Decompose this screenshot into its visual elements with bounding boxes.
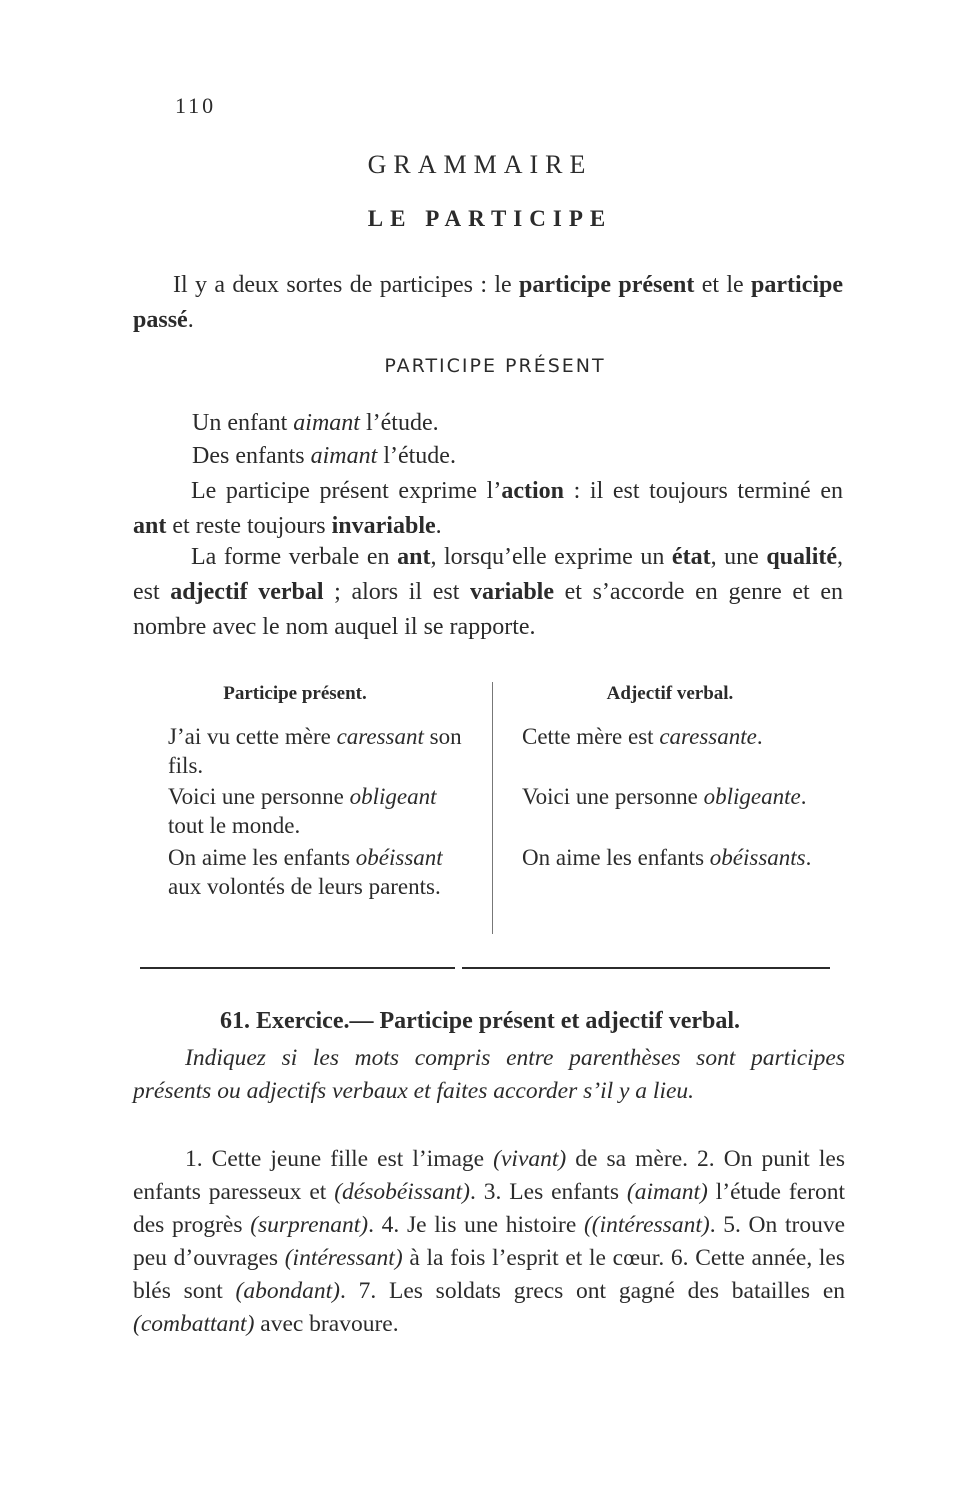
bold-term: ant: [133, 513, 167, 539]
subsection-heading: PARTICIPE PRÉSENT: [384, 355, 606, 377]
exercise-body: [133, 1143, 845, 1341]
text: 5. On trouve peu d’ouvrages: [133, 1212, 845, 1271]
text: son fils.: [168, 724, 462, 778]
text: 6. Cette année, les blés sont: [133, 1245, 845, 1304]
text: J’ai vu cette mère: [168, 724, 337, 749]
text: ; alors il est: [323, 579, 471, 605]
bold-term: action: [501, 478, 564, 504]
italic-word: (surprenant): [250, 1212, 369, 1238]
column-header-right: Adjectif verbal.: [606, 683, 734, 704]
exercise-heading: 61. Exercice.— Participe présent et adjectif verbal.: [219, 1008, 741, 1034]
text: La forme verbale en: [191, 544, 398, 570]
text: .: [800, 784, 807, 809]
italic-word: aimant: [310, 443, 378, 469]
text: .: [368, 1212, 374, 1238]
bold-term: participe passé: [133, 272, 844, 333]
italic-word: (vivant): [493, 1146, 567, 1172]
text: .: [805, 845, 812, 870]
column-divider: [492, 682, 493, 934]
text: Cette mère est: [522, 724, 660, 749]
italic-word: (désobéissant): [334, 1179, 470, 1205]
text: tout le monde.: [168, 813, 301, 838]
text: l’étude.: [377, 443, 456, 469]
italic-word: ((intéressant): [583, 1212, 710, 1238]
text: On aime les enfants: [168, 845, 356, 870]
text: Voici une personne: [522, 784, 704, 809]
text: .: [187, 307, 194, 333]
bold-term: qualité: [766, 544, 838, 570]
italic-word: obéissant: [355, 845, 443, 870]
bold-term: état: [671, 544, 711, 570]
text: à la fois l’esprit et le cœur.: [402, 1245, 665, 1271]
intro-paragraph: [133, 268, 843, 338]
column-header-left: Participe présent.: [223, 683, 367, 704]
text: et s’accorde en genre et en nombre avec le nom auquel il se rapporte.: [133, 579, 843, 640]
italic-word: (abondant): [235, 1278, 340, 1304]
bold-term: variable: [470, 579, 555, 605]
section-title: LE PARTICIPE: [367, 206, 613, 231]
table-cell: [168, 722, 468, 780]
bold-term: participe présent: [519, 272, 695, 298]
text: On aime les enfants: [522, 845, 710, 870]
text: .: [339, 1278, 346, 1304]
text: l’étude.: [359, 410, 439, 436]
text: de sa mère.: [566, 1146, 688, 1172]
italic-word: (combattant): [133, 1311, 255, 1337]
text: Voici une personne: [168, 784, 350, 809]
page-title: GRAMMAIRE: [367, 150, 593, 179]
text: aux volontés de leurs parents.: [168, 874, 441, 899]
text: l’étude feront des progrès: [133, 1179, 845, 1238]
text: Il y a deux sortes de participes : le: [173, 272, 520, 298]
italic-word: caressante: [659, 724, 757, 749]
text: .: [469, 1179, 476, 1205]
italic-word: obéissants: [709, 845, 806, 870]
text: , est: [133, 544, 844, 605]
italic-word: caressant: [336, 724, 424, 749]
example-line: [192, 407, 439, 440]
table-cell: [168, 843, 468, 901]
bold-term: adjectif verbal: [170, 579, 324, 605]
text: .: [435, 513, 442, 539]
separator-rule: [462, 967, 830, 969]
text: .: [756, 724, 763, 749]
text: 2. On punit les enfants paresseux et: [133, 1146, 845, 1205]
italic-word: (aimant): [626, 1179, 708, 1205]
text: Le participe présent exprime l’: [191, 478, 502, 504]
rule-paragraph: [133, 540, 843, 645]
text: 3. Les enfants: [475, 1179, 627, 1205]
table-cell: [522, 843, 842, 872]
text: 7. Les soldats grecs ont gagné des batailles en: [345, 1278, 845, 1304]
text: et le: [694, 272, 752, 298]
separator-rule: [140, 967, 455, 969]
text: , lorsqu’elle exprime un: [430, 544, 672, 570]
table-cell: [522, 722, 852, 751]
table-cell: [522, 782, 842, 811]
text: 4. Je lis une histoire: [374, 1212, 584, 1238]
text: et reste toujours: [166, 513, 332, 539]
rule-paragraph: [133, 474, 843, 544]
italic-word: aimant: [293, 410, 360, 436]
table-cell: [168, 782, 468, 840]
page-number: 110: [175, 93, 217, 118]
text: avec bravoure.: [254, 1311, 399, 1337]
text: : il est toujours terminé en: [564, 478, 843, 504]
text: 1. Cette jeune fille est l’image: [185, 1146, 494, 1172]
bold-term: ant: [397, 544, 431, 570]
exercise-instruction: Indiquez si les mots compris entre parenthèses sont participes présents ou adjectifs verbaux et faites accorder s’il y a lieu.: [133, 1045, 845, 1104]
text: .: [709, 1212, 716, 1238]
bold-term: invariable: [331, 513, 436, 539]
text: Un enfant: [192, 410, 294, 436]
italic-word: obligeante: [703, 784, 801, 809]
text: , une: [710, 544, 767, 570]
example-line: [192, 440, 456, 473]
italic-word: obligeant: [349, 784, 437, 809]
italic-word: (intéressant): [284, 1245, 403, 1271]
text: Des enfants: [192, 443, 311, 469]
